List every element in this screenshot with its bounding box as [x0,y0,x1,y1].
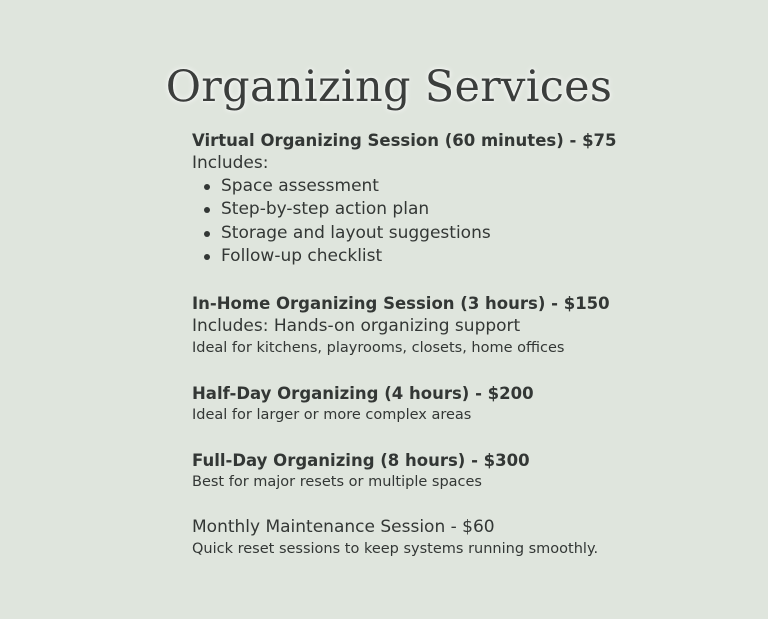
service-in-home [192,292,752,359]
spacer [192,268,752,292]
service-ideal: Ideal for kitchens, playrooms, closets, home offices [192,340,565,357]
spacer [192,359,752,382]
service-full-day [192,449,752,493]
includes-label: Includes: [192,153,269,173]
list-item: Space assessment [221,175,752,198]
feature-list [192,175,752,268]
list-item: Follow-up checklist [221,245,752,268]
page-title: Organizing Services [165,62,613,112]
service-title: Virtual Organizing Session (60 minutes) - $75 [192,131,617,150]
service-includes: Includes: Hands-on organizing support [192,316,521,337]
service-best: Best for major resets or multiple spaces [192,474,482,491]
spacer [192,493,752,516]
service-title: Full-Day Organizing (8 hours) - $300 [192,451,530,471]
service-desc: Quick reset sessions to keep systems running smoothly. [192,541,599,558]
service-title: In-Home Organizing Session (3 hours) - $150 [192,294,610,314]
service-virtual [192,129,752,268]
service-half-day [192,382,752,426]
service-title: Half-Day Organizing (4 hours) - $200 [192,384,534,404]
service-title: Monthly Maintenance Session - $60 [192,517,495,538]
service-ideal: Ideal for larger or more complex areas [192,407,472,424]
service-monthly [192,516,752,560]
list-item: Storage and layout suggestions [221,222,752,245]
list-item: Step-by-step action plan [221,198,752,221]
services-list [192,129,752,560]
spacer [192,426,752,449]
